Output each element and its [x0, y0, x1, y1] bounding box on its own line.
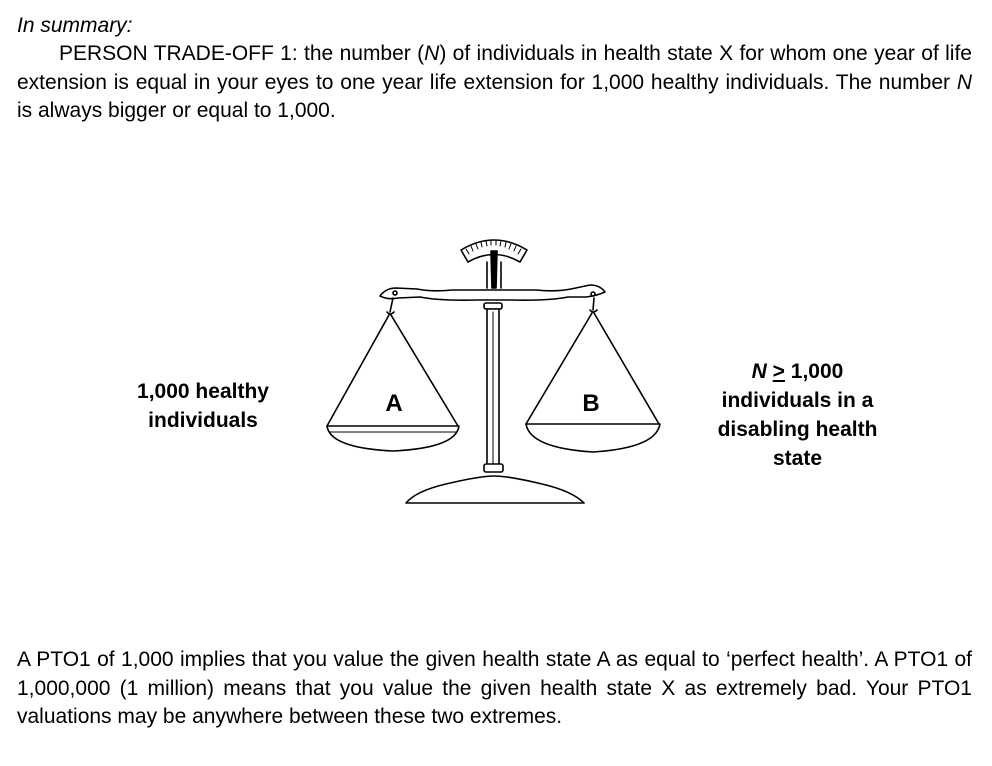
greater-equal-symbol: > — [772, 360, 785, 383]
definition-suffix: is always bigger or equal to 1,000. — [17, 99, 336, 122]
definition-n-symbol: N — [424, 42, 440, 65]
balance-column — [484, 303, 503, 472]
pan-a-label: A — [385, 390, 403, 417]
conclusion-paragraph: A PTO1 of 1,000 implies that you value the given health state A as equal to ‘perfect health’. A PTO1 of 1,000,000 (1 million) means that you value the given health state X as extremely bad. Your PTO1 valuations may be anywhere between these two extremes. — [17, 648, 972, 728]
balance-base — [406, 476, 584, 503]
pan-b — [526, 298, 660, 452]
threshold-value: 1,000 — [784, 360, 844, 383]
right-pan-rest-text: individuals in a disabling health state — [717, 389, 878, 470]
gauge-dial — [461, 240, 527, 288]
pan-b-label: B — [582, 390, 600, 417]
pan-a — [327, 298, 459, 451]
summary-heading: In summary: — [17, 14, 133, 37]
right-n-symbol: N — [751, 360, 767, 383]
n-threshold-line — [695, 357, 900, 386]
definition-middle: ) of individuals in health state X for whom one year of life extension is equal in your eyes to one year life extension for 1,000 healthy individuals. The number — [17, 42, 972, 94]
right-pan-description — [695, 357, 900, 473]
left-pan-description: 1,000 healthy individuals — [137, 380, 269, 432]
definition-n-symbol-second: N — [956, 70, 972, 94]
definition-prefix: PERSON TRADE-OFF 1: the number ( — [59, 42, 425, 65]
